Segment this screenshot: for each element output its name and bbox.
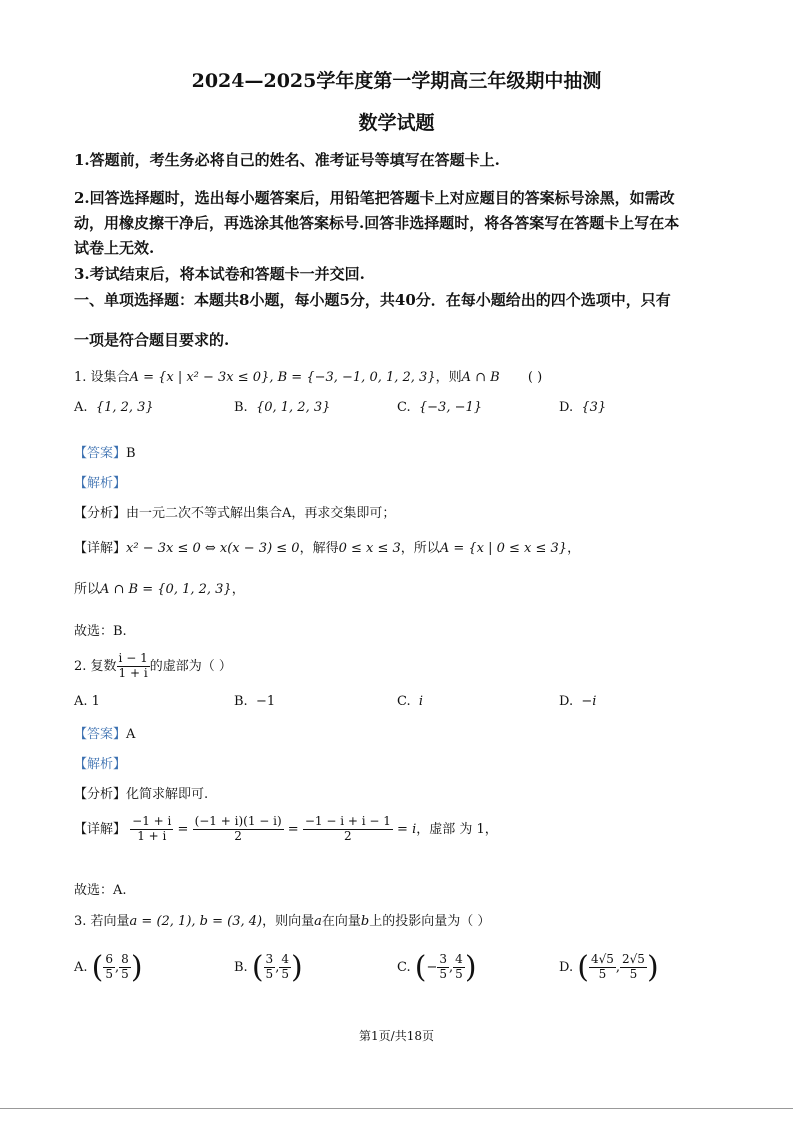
instruction-1: 1.答题前，考生务必将自己的姓名、准考证号等填写在答题卡上. <box>74 151 500 169</box>
q3-prefix: 3. 若向量 <box>74 914 130 929</box>
option-value: {−3, −1} <box>418 400 483 415</box>
q3-mid2: 在向量 <box>321 914 361 929</box>
q1-expr: A ∩ B <box>461 370 500 385</box>
right-paren: ) <box>290 950 303 985</box>
detail-frac-2 <box>193 815 284 844</box>
frac-denominator: 5 <box>105 967 114 981</box>
so-prefix: 所以 <box>74 582 101 597</box>
frac-1 <box>589 953 616 982</box>
equals: = <box>177 821 189 837</box>
q2-stem <box>74 652 232 681</box>
frac-numerator: 4 <box>281 952 289 967</box>
section-heading-2: 一项是符合题目要求的. <box>74 331 230 349</box>
q2-prefix: 2. 复数 <box>74 658 117 674</box>
q2-option-d <box>559 694 596 709</box>
q3-option-c: C. (− $\frac{3}{5}$ , $\frac{4}{5}$ ) <box>397 950 477 985</box>
option-label: D. <box>559 694 574 709</box>
answer-value: B <box>126 446 136 461</box>
frac-numerator: 2√5 <box>622 952 645 967</box>
right-paren: ) <box>646 950 659 985</box>
frac-denominator: 1 + i <box>137 828 167 843</box>
frac-denominator: 5 <box>439 967 448 981</box>
q1-analysis-tag: 【解析】 <box>74 476 127 491</box>
frac-numerator: −1 − i + i − 1 <box>304 814 391 828</box>
q2-fraction <box>117 652 150 681</box>
frac-numerator: 6 <box>105 952 114 967</box>
answer-tag: 【答案】 <box>74 446 127 461</box>
detail-text: ，解得 <box>299 541 339 556</box>
q2-option-c <box>397 694 423 709</box>
option-label: C. <box>397 694 411 709</box>
answer-value: A <box>126 727 136 742</box>
neg-sign: − <box>426 960 438 975</box>
frac-denominator: 5 <box>629 967 638 981</box>
option-label: A. <box>74 960 88 975</box>
option-value: {1, 2, 3} <box>95 400 154 415</box>
option-label: B. <box>234 400 248 415</box>
page-number: 第1页/共18页 <box>359 1029 434 1043</box>
frac-denominator: 5 <box>265 967 274 981</box>
option-label: B. <box>234 694 248 709</box>
left-paren: ( <box>251 950 264 985</box>
so-math: A ∩ B = {0, 1, 2, 3} <box>100 582 232 597</box>
fenxi-text: 化简求解即可. <box>126 787 209 802</box>
instruction-2b: 动，用橡皮擦干净后，再选涂其他答案标号.回答非选择题时，将各答案写在答题卡上写在本 <box>74 214 680 232</box>
detail-text: ，所以 <box>400 541 440 556</box>
frac-numerator: 4√5 <box>590 952 614 967</box>
frac-numerator: 3 <box>265 952 274 967</box>
option-label: C. <box>397 400 411 415</box>
q2-answer <box>74 723 135 742</box>
frac-1 <box>103 953 115 982</box>
q1-choose: 故选：B. <box>74 624 127 639</box>
q1-option-b <box>234 400 330 415</box>
frac-numerator: −1 + i <box>132 814 172 828</box>
q3-stem <box>74 910 490 929</box>
frac-denominator: 5 <box>455 967 463 981</box>
left-paren: ( <box>414 950 427 985</box>
detail-tag: 【详解】 <box>74 541 127 556</box>
q1-answer <box>74 442 136 461</box>
equals-result: = i <box>397 821 417 837</box>
left-paren: ( <box>91 950 104 985</box>
so-suffix: ， <box>231 582 245 597</box>
frac-1 <box>264 953 276 982</box>
q3-mid: ，则向量 <box>262 914 315 929</box>
instruction-3: 3.考试结束后，将本试卷和答题卡一并交回. <box>74 265 365 283</box>
q1-fenxi <box>74 502 395 521</box>
q1-option-a <box>74 400 154 415</box>
q1-option-d <box>559 400 606 415</box>
option-label: B. <box>234 960 248 975</box>
frac-2 <box>620 953 647 982</box>
frac-denominator: 1 + i <box>118 665 148 680</box>
q1-stem <box>74 366 542 385</box>
frac-1 <box>437 953 449 982</box>
page-subtitle: 数学试题 <box>358 112 435 134</box>
frac-numerator: 4 <box>455 952 463 967</box>
option-value: −i <box>581 694 597 709</box>
frac-2 <box>453 953 465 982</box>
option-label: A. <box>74 400 88 415</box>
answer-tag: 【答案】 <box>74 727 127 742</box>
q1-so <box>74 578 245 597</box>
q1-sets: A = {x | x² − 3x ≤ 0}, B = {−3, −1, 0, 1, 2, 3} <box>129 370 436 385</box>
detail-tail: ，虚部 为 1， <box>416 821 498 837</box>
q3-vectors: a = (2, 1), b = (3, 4) <box>129 914 263 929</box>
frac-numerator: (−1 + i)(1 − i) <box>194 814 282 828</box>
detail-math: A = {x | 0 ≤ x ≤ 3} <box>439 541 568 556</box>
detail-tag: 【详解】 <box>74 821 127 837</box>
fenxi-tag: 【分析】 <box>74 787 127 802</box>
detail-text: ， <box>567 541 581 556</box>
q3-option-d: D. ( $\frac{4√5}{5}$ , $\frac{2√5}{5}$ ) <box>559 950 659 985</box>
frac-2 <box>279 953 291 982</box>
q2-choose: 故选：A. <box>74 883 127 898</box>
option-value: 1 <box>91 694 100 709</box>
detail-frac-1 <box>130 815 173 844</box>
frac-denominator: 2 <box>344 828 352 843</box>
section-heading-1: 一、单项选择题：本题共8小题，每小题5分，共40分．在每小题给出的四个选项中，只有 <box>74 291 671 309</box>
option-label: D. <box>559 960 574 975</box>
option-value: {0, 1, 2, 3} <box>255 400 331 415</box>
instruction-2a: 2.回答选择题时，选出每小题答案后，用铅笔把答题卡上对应题目的答案标号涂黑，如需改 <box>74 189 675 207</box>
q2-analysis-tag: 【解析】 <box>74 757 127 772</box>
frac-denominator: 5 <box>121 967 129 981</box>
q2-fenxi <box>74 783 208 802</box>
right-paren: ) <box>464 950 477 985</box>
option-value: i <box>418 694 424 709</box>
detail-frac-3 <box>303 815 393 844</box>
right-paren: ) <box>130 950 143 985</box>
fenxi-text: 由一元二次不等式解出集合A，再求交集即可； <box>126 506 396 521</box>
fenxi-tag: 【分析】 <box>74 506 127 521</box>
bottom-rule <box>0 1108 793 1109</box>
option-value: −1 <box>255 694 276 709</box>
option-value: {3} <box>581 400 607 415</box>
page-title: 2024—2025学年度第一学期高三年级期中抽测 <box>191 70 602 92</box>
frac-denominator: 2 <box>234 828 242 843</box>
q2-detail <box>74 815 498 844</box>
q2-suffix: 的虚部为（ ） <box>149 658 232 674</box>
q3-suffix: 上的投影向量为（ ） <box>369 914 491 929</box>
q1-blank: ( ) <box>527 370 543 385</box>
option-label: C. <box>397 960 411 975</box>
frac-numerator: i − 1 <box>118 651 148 665</box>
left-paren: ( <box>577 950 589 985</box>
q3-option-a: A. ( $\frac{6}{5}$ , $\frac{8}{5}$ ) <box>74 950 143 985</box>
q3-option-b: B. ( $\frac{3}{5}$ , $\frac{4}{5}$ ) <box>234 950 303 985</box>
frac-denominator: 5 <box>281 967 289 981</box>
equals: = <box>287 821 299 837</box>
detail-math: 0 ≤ x ≤ 3 <box>338 541 401 556</box>
instruction-2c: 试卷上无效. <box>74 239 155 257</box>
q2-option-a <box>74 694 100 709</box>
frac-2 <box>119 953 131 982</box>
frac-numerator: 8 <box>121 952 129 967</box>
q1-suffix: ，则 <box>435 370 462 385</box>
option-label: D. <box>559 400 574 415</box>
q2-option-b <box>234 694 275 709</box>
option-label: A. <box>74 694 88 709</box>
frac-numerator: 3 <box>439 952 448 967</box>
q1-detail <box>74 537 580 556</box>
detail-math: x² − 3x ≤ 0 ⇔ x(x − 3) ≤ 0 <box>126 541 300 556</box>
q1-prefix: 1. 设集合 <box>74 370 130 385</box>
frac-denominator: 5 <box>598 967 607 981</box>
q3-vector-a: a <box>314 914 322 929</box>
q1-option-c <box>397 400 482 415</box>
q3-vector-b: b <box>360 914 370 929</box>
